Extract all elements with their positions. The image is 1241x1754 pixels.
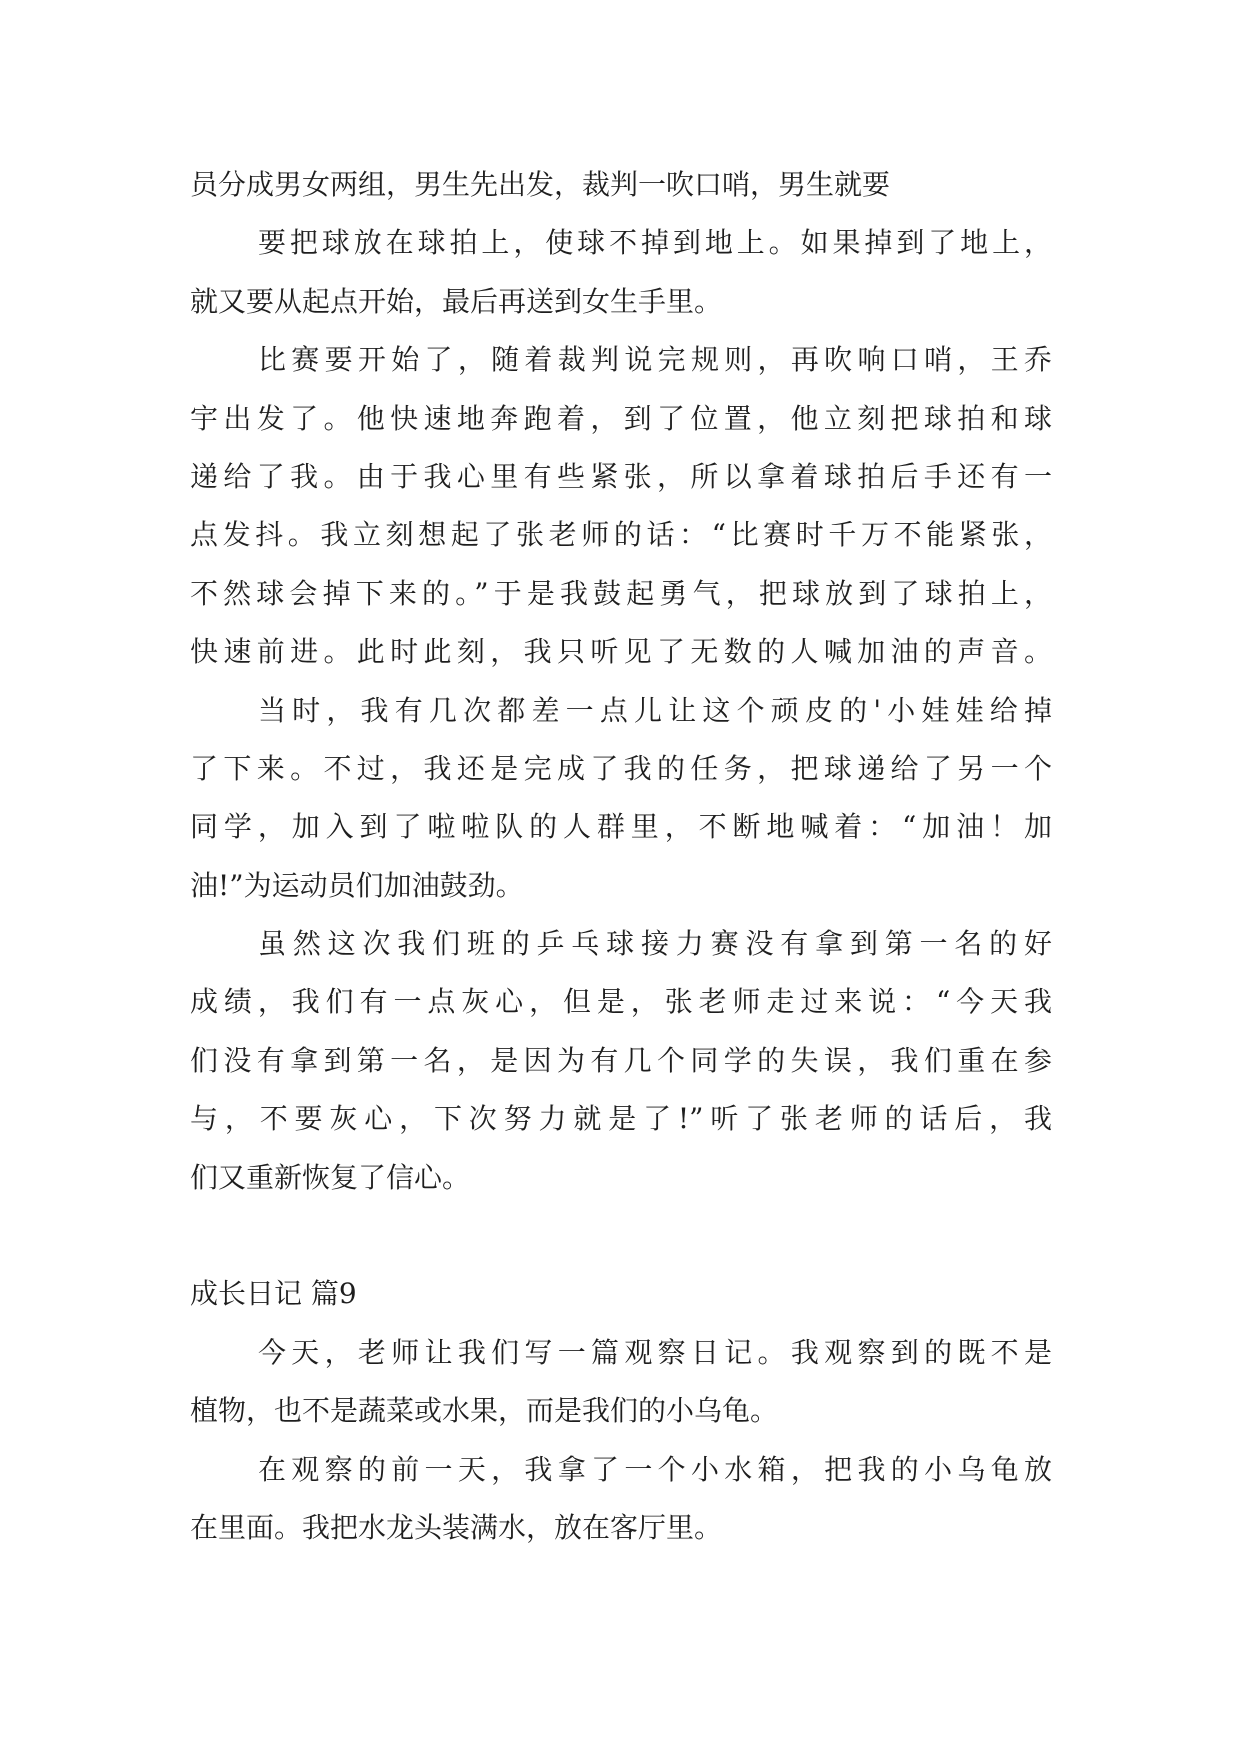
text-line: 们没有拿到第一名，是因为有几个同学的失误，我们重在参 <box>190 1043 1052 1077</box>
text-line: 宇出发了。他快速地奔跑着，到了位置，他立刻把球拍和球 <box>190 401 1052 435</box>
text-line: 当时，我有几次都差一点儿让这个顽皮的'小娃娃给掉 <box>258 693 1052 727</box>
text-line: 今天，老师让我们写一篇观察日记。我观察到的既不是 <box>258 1335 1052 1369</box>
paragraph <box>190 214 1052 331</box>
section-gap <box>190 1207 1052 1265</box>
paragraph <box>190 915 1052 1207</box>
text-line: 员分成男女两组，男生先出发，裁判一吹口哨，男生就要 <box>190 168 891 201</box>
text-line: 们又重新恢复了信心。 <box>190 1160 471 1194</box>
text-line: 植物，也不是蔬菜或水果，而是我们的小乌龟。 <box>190 1394 779 1428</box>
text-line: 在里面。我把水龙头装满水，放在客厅里。 <box>190 1510 723 1544</box>
text-line: 同学，加入到了啦啦队的人群里，不断地喊着：“加油！加 <box>190 810 1052 844</box>
text-line: 快速前进。此时此刻，我只听见了无数的人喊加油的声音。 <box>190 635 1052 669</box>
text-line: 在观察的前一天，我拿了一个小水箱，把我的小乌龟放 <box>258 1452 1052 1486</box>
paragraph <box>190 331 1052 681</box>
paragraph <box>190 1324 1052 1441</box>
text-line: 就又要从起点开始，最后再送到女生手里。 <box>190 284 723 318</box>
text-line: 成绩，我们有一点灰心，但是，张老师走过来说：“今天我 <box>190 985 1052 1019</box>
text-line: 递给了我。由于我心里有些紧张，所以拿着球拍后手还有一 <box>190 459 1052 493</box>
text-line: 与，不要灰心，下次努力就是了!”听了张老师的话后，我 <box>190 1102 1052 1136</box>
text-line: 了下来。不过，我还是完成了我的任务，把球递给了另一个 <box>190 751 1052 785</box>
text-line: 虽然这次我们班的乒乓球接力赛没有拿到第一名的好 <box>258 927 1052 961</box>
paragraph <box>190 156 1052 214</box>
paragraph <box>190 1441 1052 1558</box>
document-page <box>190 156 1052 1557</box>
text-line: 点发抖。我立刻想起了张老师的话：“比赛时千万不能紧张， <box>190 518 1052 552</box>
paragraph <box>190 682 1052 916</box>
text-line: 比赛要开始了，随着裁判说完规则，再吹响口哨，王乔 <box>258 343 1052 377</box>
text-line: 油!”为运动员们加油鼓劲。 <box>190 868 524 902</box>
text-line: 要把球放在球拍上，使球不掉到地上。如果掉到了地上， <box>258 226 1052 260</box>
text-line: 不然球会掉下来的。”于是我鼓起勇气，把球放到了球拍上， <box>190 576 1052 610</box>
section-heading: 成长日记 篇9 <box>190 1277 357 1311</box>
